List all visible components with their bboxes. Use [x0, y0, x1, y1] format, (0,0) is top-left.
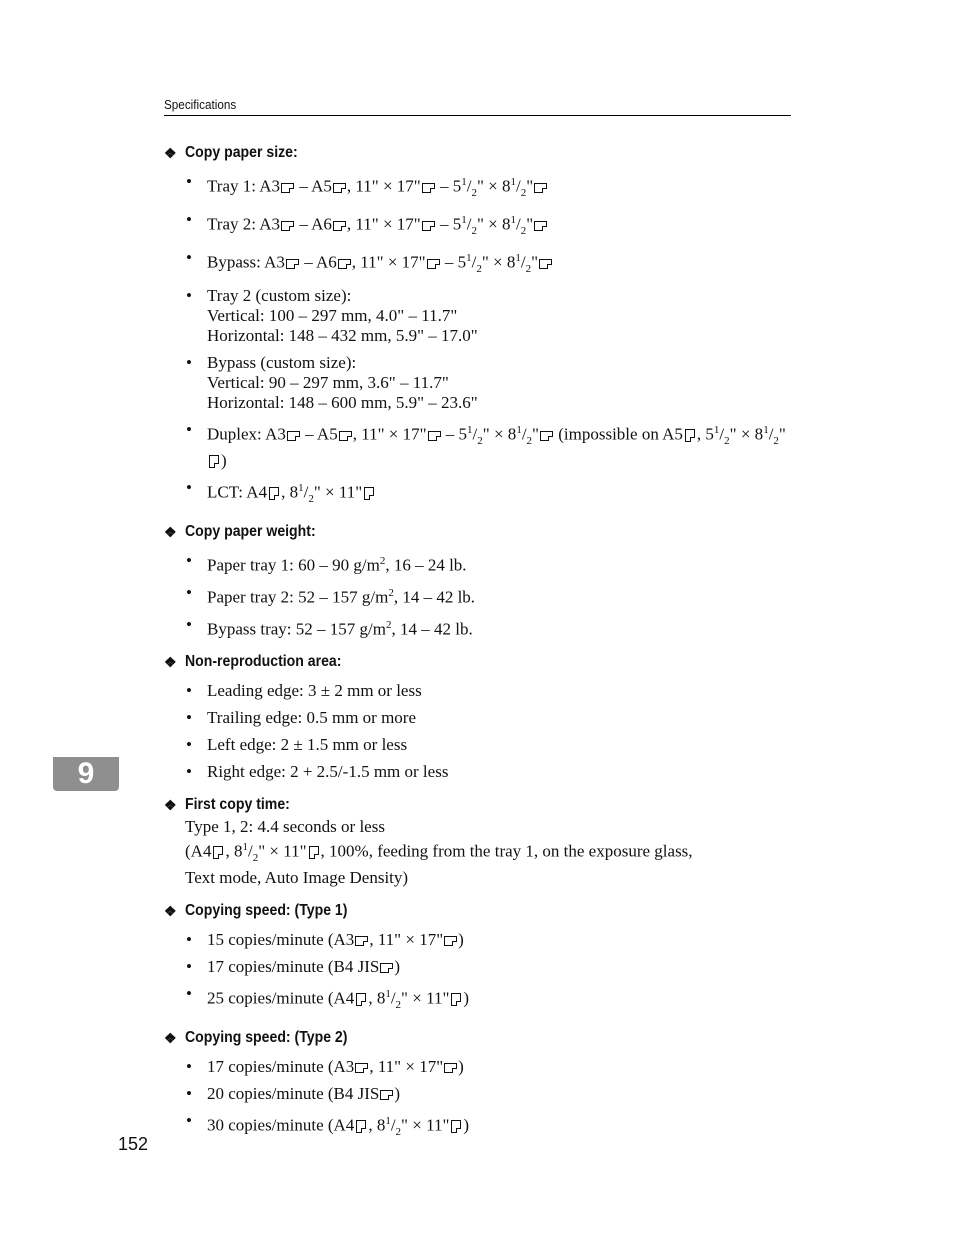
- list-item: • Bypass (custom size): Vertical: 90 – 297 mm, 3.6" – 11.7" Horizontal: 148 – 600 mm, 5.9" – 23.6": [164, 353, 794, 413]
- list-item: • Trailing edge: 0.5 mm or more: [164, 708, 794, 728]
- list-item: • 17 copies/minute (B4 JIS ): [164, 957, 794, 977]
- portrait-paper-icon: [309, 846, 319, 859]
- section-paragraph: Type 1, 2: 4.4 seconds or less (A4 , $8^1/_2$" × 11" , 100%, feeding from the tray 1, on the exposure glass, Text mode, Auto Image Density): [185, 817, 693, 888]
- spec-section: [164, 141, 794, 509]
- portrait-paper-icon: [451, 1120, 461, 1133]
- landscape-paper-icon: [286, 259, 299, 269]
- portrait-paper-icon: [356, 1120, 366, 1133]
- list-item: • Right edge: 2 + 2.5/-1.5 mm or less: [164, 762, 794, 782]
- spec-section: [164, 793, 794, 888]
- landscape-paper-icon: [428, 431, 441, 441]
- diamond-bullet-icon: ❖: [164, 523, 177, 540]
- diamond-bullet-icon: ❖: [164, 1029, 177, 1046]
- list-item: • LCT: A4 , $8^1/_2$" × 11": [164, 478, 794, 509]
- landscape-paper-icon: [540, 431, 553, 441]
- landscape-paper-icon: [422, 221, 435, 231]
- spec-section: [164, 1026, 794, 1142]
- spec-list: [164, 1057, 794, 1142]
- landscape-paper-icon: [333, 221, 346, 231]
- section-heading: ❖ Copy paper weight:: [164, 523, 316, 541]
- diamond-bullet-icon: ❖: [164, 144, 177, 161]
- spec-section: [164, 650, 794, 782]
- list-item: • Duplex: A3 – A5 , 11" × 17" – $5^1/_2$" × $8^1/_2$" (impossible on A5 , $5^1/_2$" × $8^1/_2$" ): [164, 420, 794, 471]
- section-heading: ❖ Copy paper size:: [164, 144, 298, 161]
- list-item: • Left edge: 2 ± 1.5 mm or less: [164, 735, 794, 755]
- landscape-paper-icon: [355, 1063, 368, 1073]
- landscape-paper-icon: [534, 183, 547, 193]
- landscape-paper-icon: [281, 183, 294, 193]
- spec-list: [164, 172, 794, 509]
- portrait-paper-icon: [451, 993, 461, 1006]
- list-item: • Bypass: A3 – A6 , 11" × 17" – $5^1/_2$" × $8^1/_2$": [164, 248, 794, 279]
- spec-list: [164, 551, 794, 639]
- list-item: • Bypass tray: 52 – 157 $g/m^2$, 14 – 42 lb.: [164, 615, 794, 640]
- section-heading: ❖ Non-reproduction area:: [164, 653, 342, 671]
- portrait-paper-icon: [356, 993, 366, 1006]
- list-item: • 25 copies/minute (A4 , $8^1/_2$" × 11" ): [164, 984, 794, 1015]
- landscape-paper-icon: [422, 183, 435, 193]
- spec-section: [164, 899, 794, 1015]
- landscape-paper-icon: [355, 936, 368, 946]
- landscape-paper-icon: [339, 431, 352, 441]
- list-item: • 30 copies/minute (A4 , $8^1/_2$" × 11" ): [164, 1111, 794, 1142]
- landscape-paper-icon: [281, 221, 294, 231]
- section-heading: ❖ Copying speed: (Type 1): [164, 902, 348, 920]
- diamond-bullet-icon: ❖: [164, 653, 177, 670]
- spec-content: [164, 141, 794, 1153]
- portrait-paper-icon: [209, 455, 219, 468]
- spec-list: [164, 681, 794, 782]
- page-number: 152: [118, 1134, 149, 1154]
- list-item: • Paper tray 2: 52 – 157 $g/m^2$, 14 – 42 lb.: [164, 583, 794, 608]
- section-heading: ❖ Copying speed: (Type 2): [164, 1029, 348, 1047]
- list-item: • 17 copies/minute (A3 , 11" × 17" ): [164, 1057, 794, 1077]
- diamond-bullet-icon: ❖: [164, 902, 177, 919]
- running-header: [164, 96, 791, 116]
- spec-section: [164, 520, 794, 639]
- list-item: • Tray 2: A3 – A6 , 11" × 17" – $5^1/_2$" × $8^1/_2$": [164, 210, 794, 241]
- landscape-paper-icon: [534, 221, 547, 231]
- landscape-paper-icon: [338, 259, 351, 269]
- landscape-paper-icon: [333, 183, 346, 193]
- landscape-paper-icon: [287, 431, 300, 441]
- list-item: • 15 copies/minute (A3 , 11" × 17" ): [164, 930, 794, 950]
- chapter-tab: 9: [53, 757, 119, 791]
- header-title: Specifications: [164, 97, 237, 112]
- diamond-bullet-icon: ❖: [164, 796, 177, 813]
- portrait-paper-icon: [685, 429, 695, 442]
- landscape-paper-icon: [539, 259, 552, 269]
- landscape-paper-icon: [380, 963, 393, 973]
- landscape-paper-icon: [427, 259, 440, 269]
- portrait-paper-icon: [213, 846, 223, 859]
- section-heading: ❖ First copy time:: [164, 796, 290, 814]
- portrait-paper-icon: [364, 487, 374, 500]
- list-item: • 20 copies/minute (B4 JIS ): [164, 1084, 794, 1104]
- portrait-paper-icon: [269, 487, 279, 500]
- landscape-paper-icon: [444, 936, 457, 946]
- landscape-paper-icon: [380, 1090, 393, 1100]
- spec-list: [164, 930, 794, 1015]
- list-item: • Paper tray 1: 60 – 90 $g/m^2$, 16 – 24 lb.: [164, 551, 794, 576]
- list-item: • Leading edge: 3 ± 2 mm or less: [164, 681, 794, 701]
- list-item: • Tray 2 (custom size): Vertical: 100 – 297 mm, 4.0" – 11.7" Horizontal: 148 – 432 mm, 5.9" – 17.0": [164, 286, 794, 346]
- list-item: • Tray 1: A3 – A5 , 11" × 17" – $5^1/_2$" × $8^1/_2$": [164, 172, 794, 203]
- landscape-paper-icon: [444, 1063, 457, 1073]
